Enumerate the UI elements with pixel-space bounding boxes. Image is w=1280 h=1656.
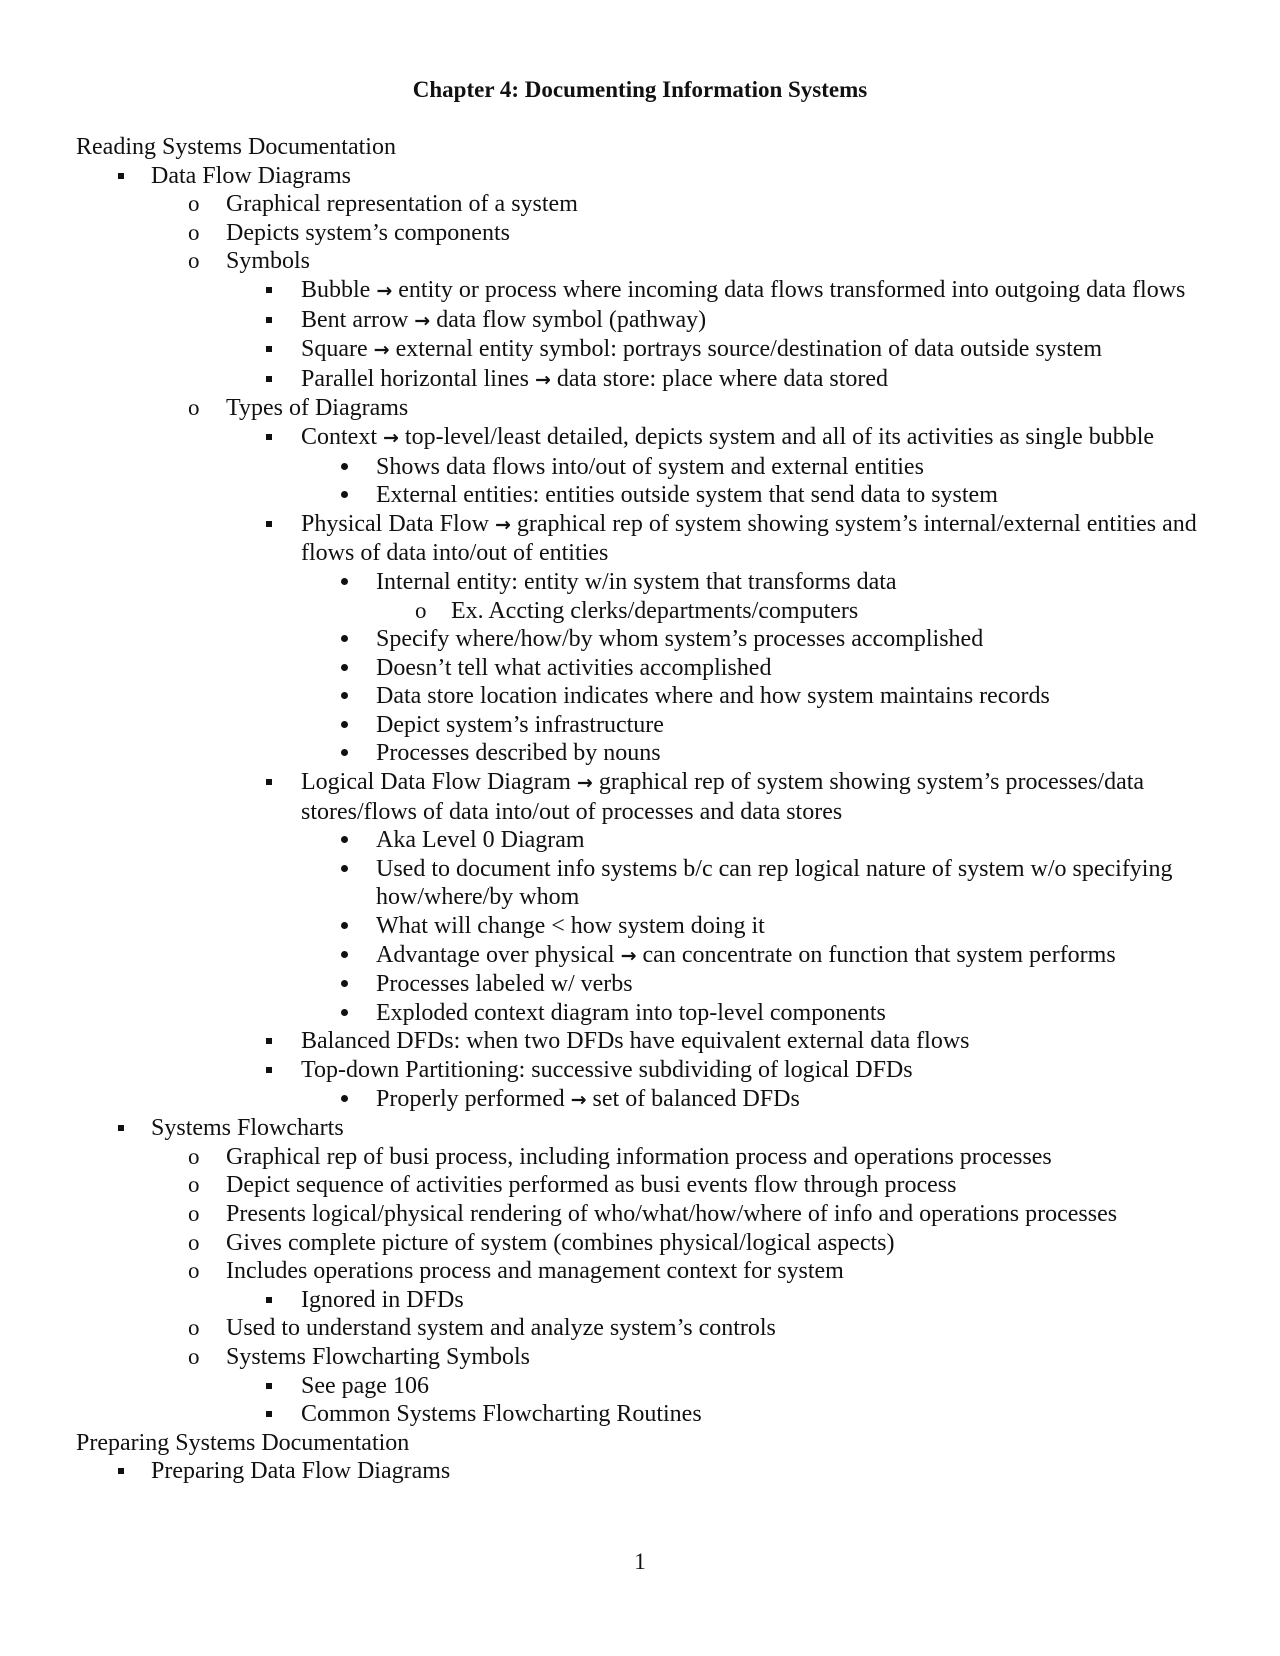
list-item: Shows data flows into/out of system and external entities bbox=[376, 453, 924, 480]
list-item: Physical Data Flow → graphical rep of system showing system’s internal/external entities and flows of data into/out of entities bbox=[301, 510, 1197, 567]
circle-bullet-icon: o bbox=[188, 191, 200, 217]
circle-bullet-icon: o bbox=[188, 1343, 200, 1369]
list-item: Bubble → entity or process where incoming data flows transformed into outgoing data flows bbox=[301, 276, 1186, 303]
list-item: Depict system’s infrastructure bbox=[376, 711, 664, 738]
section-heading: Reading Systems Documentation bbox=[76, 134, 396, 160]
list-item: Internal entity: entity w/in system that transforms data bbox=[376, 568, 897, 595]
circle-bullet-icon: o bbox=[188, 1143, 200, 1169]
list-item: Top-down Partitioning: successive subdividing of logical DFDs bbox=[301, 1057, 913, 1083]
list-item: Preparing Data Flow Diagrams bbox=[151, 1458, 451, 1485]
list-item: o Symbols bbox=[188, 248, 311, 275]
list-item: See page 106 bbox=[301, 1372, 429, 1399]
list-item: o Ex. Accting clerks/departments/computers bbox=[415, 597, 859, 624]
list-item: o Includes operations process and management context for system bbox=[188, 1258, 844, 1285]
section-heading: Preparing Systems Documentation bbox=[76, 1429, 410, 1456]
circle-bullet-icon: o bbox=[188, 248, 200, 274]
list-item: Processes labeled w/ verbs bbox=[376, 971, 633, 998]
list-item: Properly performed → set of balanced DFDs bbox=[376, 1085, 800, 1112]
list-item: Logical Data Flow Diagram → graphical rep of system showing system’s processes/data stores/flows of data into/out of processes and data stores bbox=[301, 769, 1145, 825]
list-item: What will change < how system doing it bbox=[376, 913, 765, 940]
circle-bullet-icon: o bbox=[188, 1258, 200, 1284]
circle-bullet-icon: o bbox=[188, 1315, 200, 1341]
circle-bullet-icon: o bbox=[188, 1229, 200, 1255]
page-title: Chapter 4: Documenting Information Systems bbox=[412, 77, 868, 102]
arrow-icon: → bbox=[534, 368, 551, 391]
list-item: Bent arrow → data flow symbol (pathway) bbox=[301, 306, 707, 333]
list-item: o Graphical rep of busi process, including information process and operations processes bbox=[188, 1143, 1052, 1170]
list-item: Ignored in DFDs bbox=[301, 1286, 464, 1313]
arrow-icon: → bbox=[414, 309, 431, 332]
list-item: o Used to understand system and analyze system’s controls bbox=[188, 1315, 776, 1342]
list-item: Doesn’t tell what activities accomplished bbox=[376, 654, 772, 681]
list-item: Balanced DFDs: when two DFDs have equivalent external data flows bbox=[301, 1028, 970, 1055]
list-item: o Types of Diagrams bbox=[188, 395, 409, 422]
list-item: Context → top-level/least detailed, depicts system and all of its activities as single bubble bbox=[301, 423, 1155, 450]
circle-bullet-icon: o bbox=[188, 1172, 200, 1198]
list-item: Exploded context diagram into top-level components bbox=[376, 999, 886, 1026]
arrow-icon: → bbox=[494, 513, 511, 536]
circle-bullet-icon: o bbox=[188, 395, 200, 421]
list-item: o Presents logical/physical rendering of who/what/how/where of info and operations processes bbox=[188, 1200, 1118, 1227]
list-item: o Graphical representation of a system bbox=[188, 191, 578, 218]
page-number: 1 bbox=[634, 1549, 646, 1574]
list-item: o Gives complete picture of system (combines physical/logical aspects) bbox=[188, 1229, 895, 1256]
arrow-icon: → bbox=[376, 279, 393, 302]
list-item: Common Systems Flowcharting Routines bbox=[301, 1401, 702, 1428]
arrow-icon: → bbox=[620, 944, 637, 967]
list-item: Advantage over physical → can concentrate on function that system performs bbox=[376, 941, 1116, 968]
outline bbox=[76, 133, 1216, 1486]
list-item: Processes described by nouns bbox=[376, 740, 661, 767]
list-item: External entities: entities outside system that send data to system bbox=[376, 482, 998, 509]
list-item: Aka Level 0 Diagram bbox=[376, 827, 585, 854]
arrow-icon: → bbox=[373, 339, 390, 362]
arrow-icon: → bbox=[383, 426, 399, 449]
list-item: Used to document info systems b/c can rep logical nature of system w/o specifying how/where/by whom bbox=[376, 855, 1173, 911]
circle-bullet-icon: o bbox=[415, 597, 427, 623]
arrow-icon: → bbox=[570, 1088, 587, 1111]
list-item: Parallel horizontal lines → data store: place where data stored bbox=[301, 365, 889, 392]
list-item: o Depicts system’s components bbox=[188, 219, 510, 246]
circle-bullet-icon: o bbox=[188, 1200, 200, 1226]
list-item: o Systems Flowcharting Symbols bbox=[188, 1343, 531, 1370]
list-item: o Depict sequence of activities performed as busi events flow through process bbox=[188, 1172, 957, 1199]
list-item: Specify where/how/by whom system’s processes accomplished bbox=[376, 626, 984, 653]
list-item: Systems Flowcharts bbox=[151, 1115, 344, 1142]
list-item: Data store location indicates where and how system maintains records bbox=[376, 683, 1050, 710]
list-item: Data Flow Diagrams bbox=[151, 162, 351, 189]
arrow-icon: → bbox=[576, 772, 593, 795]
list-item: Square → external entity symbol: portrays source/destination of data outside system bbox=[301, 336, 1103, 363]
circle-bullet-icon: o bbox=[188, 219, 200, 245]
